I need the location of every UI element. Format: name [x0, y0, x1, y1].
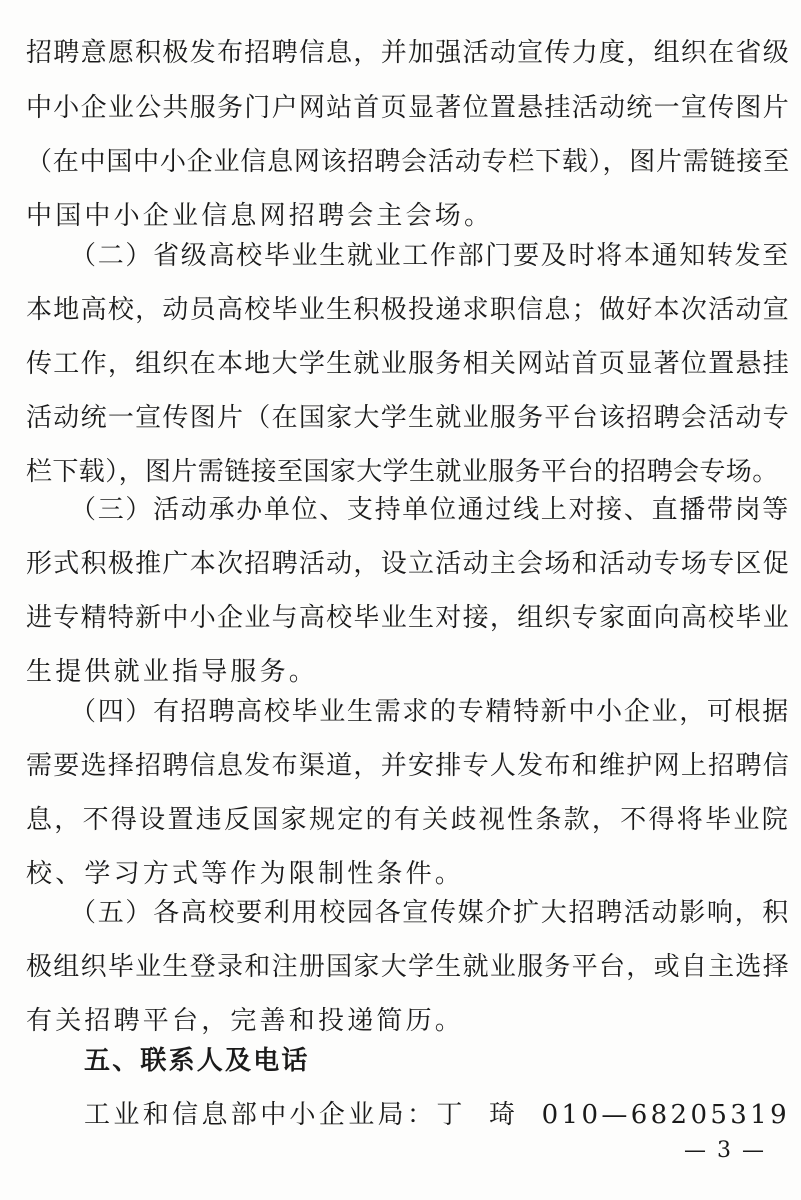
paragraph-1-line-3: （在中国中小企业信息网该招聘会活动专栏下载），图片需链接至 [26, 147, 790, 177]
section-heading: 五、联系人及电话 [84, 1046, 310, 1076]
paragraph-2-line-4: 活动统一宣传图片（在国家大学生就业服务平台该招聘会活动专 [26, 403, 790, 433]
page-number: — 3 — [684, 1138, 766, 1163]
paragraph-3-line-1: （三）活动承办单位、支持单位通过线上对接、直播带岗等 [70, 495, 790, 525]
paragraph-2-line-1: （二）省级高校毕业生就业工作部门要及时将本通知转发至 [70, 241, 790, 271]
paragraph-3-line-3: 进专精特新中小企业与高校毕业生对接，组织专家面向高校毕业 [26, 603, 790, 633]
paragraph-2-line-5: 栏下载），图片需链接至国家大学生就业服务平台的招聘会专场。 [26, 457, 779, 487]
paragraph-1-line-1: 招聘意愿积极发布招聘信息，并加强活动宣传力度，组织在省级 [26, 38, 790, 68]
paragraph-5-line-1: （五）各高校要利用校园各宣传媒介扩大招聘活动影响，积 [70, 898, 790, 928]
paragraph-4-line-1: （四）有招聘高校毕业生需求的专精特新中小企业，可根据 [70, 697, 790, 727]
paragraph-1-line-2: 中小企业公共服务门户网站首页显著位置悬挂活动统一宣传图片 [26, 93, 790, 123]
paragraph-3-line-4: 生提供就业指导服务。 [26, 657, 319, 687]
paragraph-5-line-3: 有关招聘平台，完善和投递简历。 [26, 1006, 465, 1036]
paragraph-2-line-3: 传工作，组织在本地大学生就业服务相关网站首页显著位置悬挂 [26, 349, 790, 379]
paragraph-1-line-4: 中国中小企业信息网招聘会主会场。 [26, 201, 494, 231]
paragraph-5-line-2: 极组织毕业生登录和注册国家大学生就业服务平台，或自主选择 [26, 952, 790, 982]
paragraph-2-line-2: 本地高校，动员高校毕业生积极投递求职信息；做好本次活动宣 [26, 295, 790, 325]
paragraph-4-line-4: 校、学习方式等作为限制性条件。 [26, 859, 465, 889]
paragraph-4-line-3: 息，不得设置违反国家规定的有关歧视性条款，不得将毕业院 [26, 805, 790, 835]
contact-line: 工业和信息部中小企业局：丁 琦 010—68205319 [84, 1100, 790, 1130]
paragraph-3-line-2: 形式积极推广本次招聘活动，设立活动主会场和活动专场专区促 [26, 549, 790, 579]
paragraph-4-line-2: 需要选择招聘信息发布渠道，并安排专人发布和维护网上招聘信 [26, 751, 790, 781]
